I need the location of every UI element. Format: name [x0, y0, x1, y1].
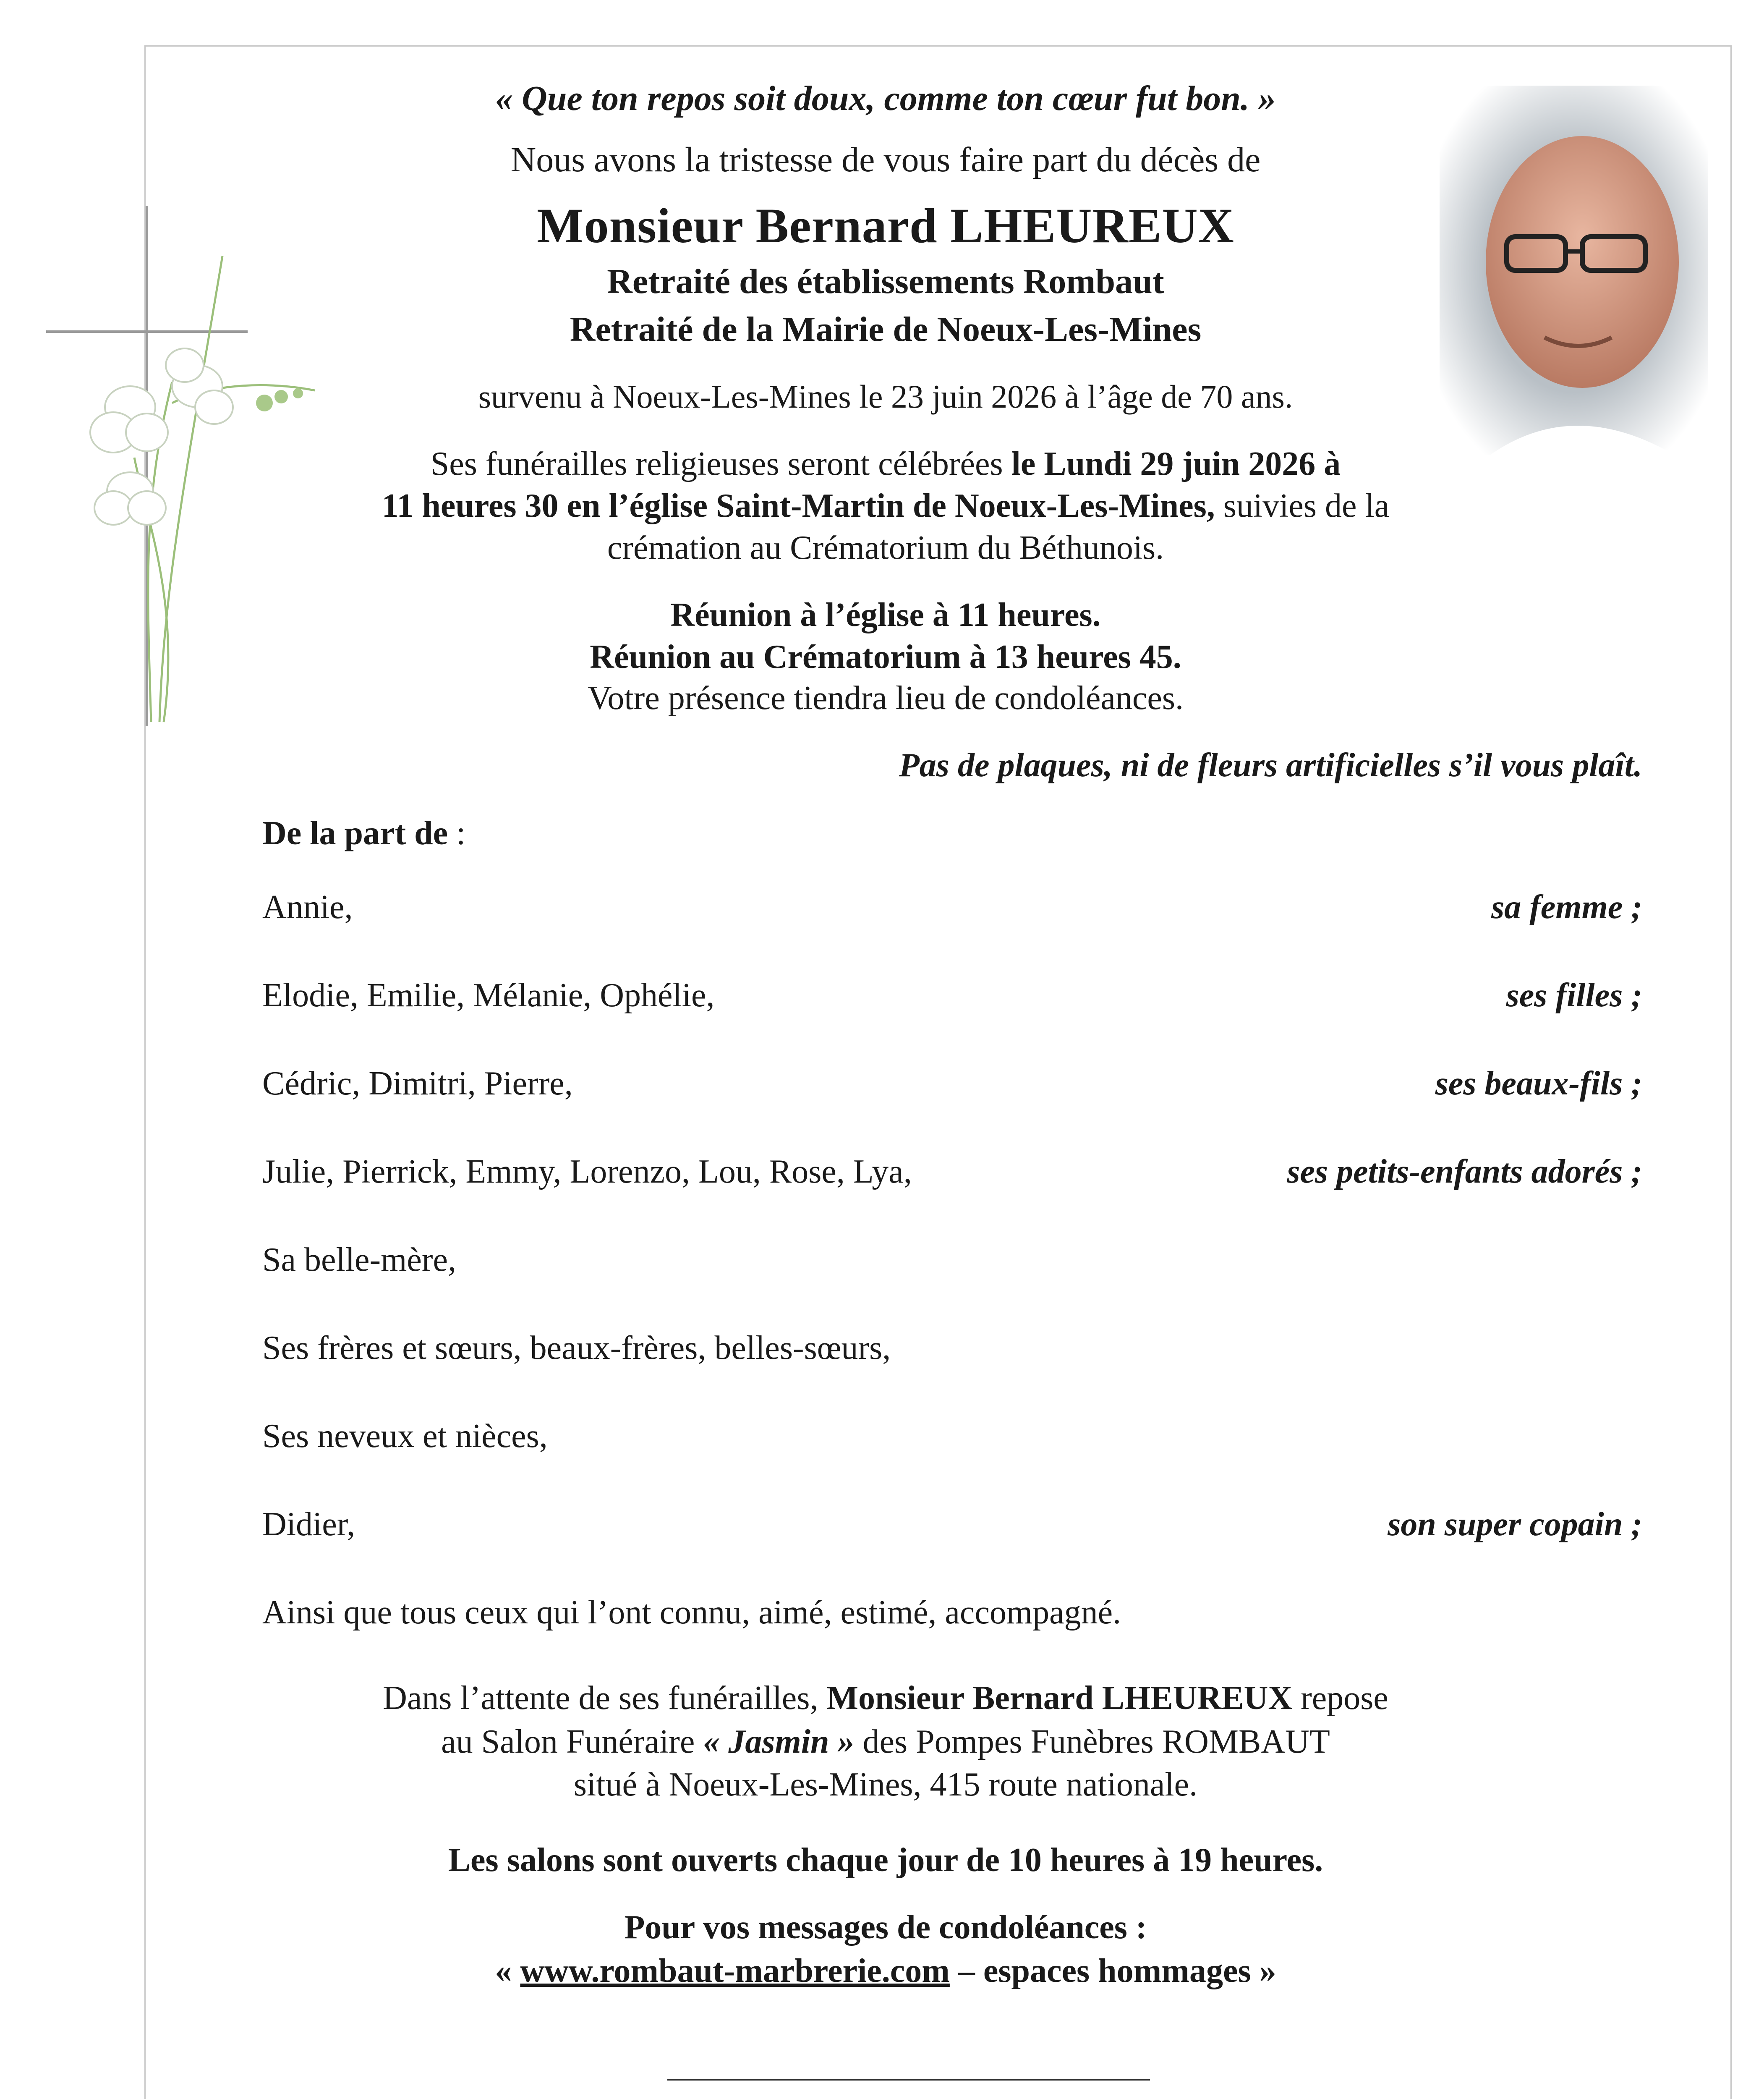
funeral-date: le Lundi 29 juin 2026 à [1011, 445, 1341, 482]
salon-line-2 [235, 1723, 1536, 1761]
family-names: Annie, [262, 889, 353, 926]
announcement-intro: Nous avons la tristesse de vous faire part du décès de [510, 140, 1261, 179]
salon-address: situé à Noeux-Les-Mines, 415 route nationale. [573, 1766, 1198, 1803]
from-label-colon: : [448, 815, 466, 852]
family-relation: ses beaux-fils ; [1435, 1065, 1642, 1102]
family-names: Sa belle-mère, [262, 1241, 456, 1278]
family-relation: sa femme ; [1491, 889, 1642, 926]
condolence-note: Votre présence tiendra lieu de condoléances. [587, 680, 1184, 717]
url-close-text: – espaces hommages » [949, 1952, 1276, 1989]
no-flowers-note: Pas de plaques, ni de fleurs artificielles s’il vous plaît. [899, 747, 1642, 784]
family-relation: ses petits-enfants adorés ; [1287, 1153, 1642, 1190]
salon-line-2-text: au Salon Funéraire [441, 1723, 703, 1760]
family-names: Ses frères et sœurs, beaux-frères, belles-sœurs, [262, 1330, 891, 1366]
condolence-message-label: Pour vos messages de condoléances : [624, 1909, 1147, 1946]
salon-line-1-end: repose [1292, 1680, 1388, 1717]
family-names: Ainsi que tous ceux qui l’ont connu, aimé, estimé, accompagné. [262, 1594, 1121, 1631]
salon-line-2-end: des Pompes Funèbres ROMBAUT [854, 1723, 1330, 1760]
funeral-line-2 [235, 487, 1536, 525]
footer-divider [667, 2079, 1150, 2081]
epitaph-quote: « Que ton repos soit doux, comme ton cœur fut bon. » [495, 79, 1276, 118]
funeral-location: 11 heures 30 en l’église Saint-Martin de Noeux-Les-Mines, [382, 487, 1215, 524]
funeral-line-3: crémation au Crématorium du Béthunois. [607, 529, 1164, 566]
orchid-flower-icon [90, 348, 233, 525]
reunion-crematorium: Réunion au Crématorium à 13 heures 45. [590, 639, 1181, 675]
website-link[interactable]: www.rombaut-marbrerie.com [520, 1952, 950, 1989]
salon-line-1 [235, 1679, 1536, 1717]
url-open-quote: « [495, 1952, 520, 1989]
funeral-line-2-text: suivies de la [1215, 487, 1390, 524]
family-names: Elodie, Emilie, Mélanie, Ophélie, [262, 977, 715, 1014]
family-names: Julie, Pierrick, Emmy, Lorenzo, Lou, Rose, Lya, [262, 1153, 912, 1190]
funeral-line-1 [235, 445, 1536, 483]
family-relation: ses filles ; [1506, 977, 1642, 1014]
death-details: survenu à Noeux-Les-Mines le 23 juin 2026 à l’âge de 70 ans. [478, 378, 1293, 415]
funeral-line-1-text: Ses funérailles religieuses seront célébrées [430, 445, 1011, 482]
salon-room-name: « Jasmin » [703, 1723, 855, 1760]
salon-line-1-text: Dans l’attente de ses funérailles, [383, 1680, 827, 1717]
family-relation: son super copain ; [1388, 1506, 1642, 1543]
salon-hours: Les salons sont ouverts chaque jour de 10 heures à 19 heures. [448, 1842, 1323, 1879]
from-label-text: De la part de [262, 815, 448, 852]
condolence-link-line [235, 1952, 1536, 1990]
from-label [262, 814, 465, 853]
family-names: Didier, [262, 1506, 355, 1543]
retirement-line-1: Retraité des établissements Rombaut [607, 262, 1164, 301]
salon-deceased-name: Monsieur Bernard LHEUREUX [826, 1680, 1293, 1717]
retirement-line-2: Retraité de la Mairie de Noeux-Les-Mines [570, 310, 1202, 349]
deceased-name: Monsieur Bernard LHEUREUX [537, 198, 1234, 253]
family-names: Ses neveux et nièces, [262, 1418, 548, 1455]
reunion-church: Réunion à l’église à 11 heures. [670, 597, 1101, 633]
family-names: Cédric, Dimitri, Pierre, [262, 1065, 573, 1102]
